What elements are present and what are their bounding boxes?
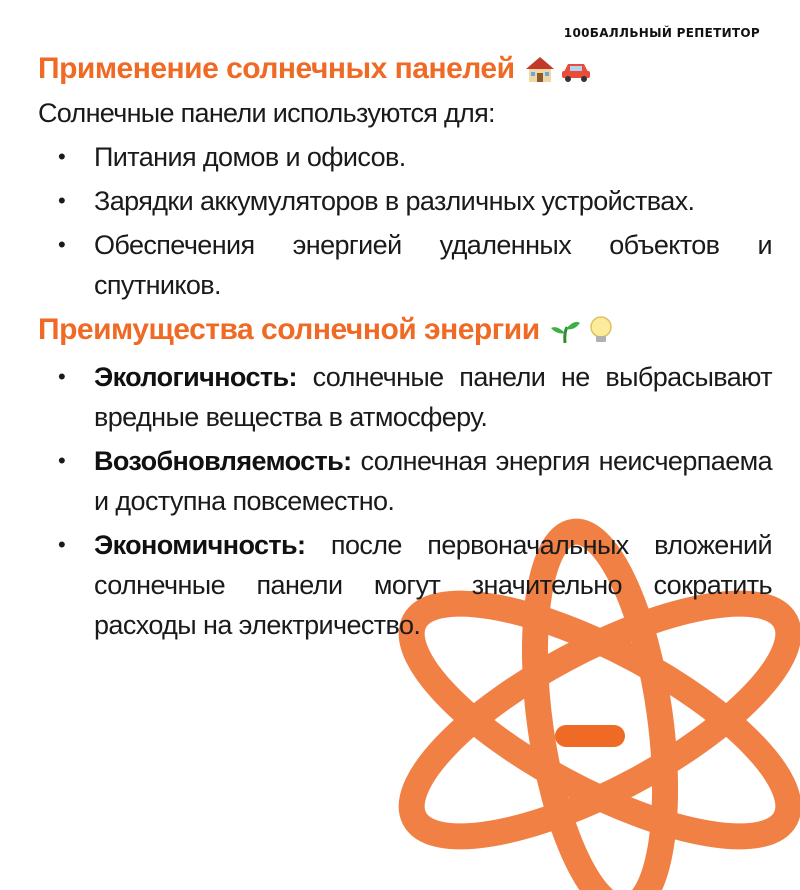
lightbulb-icon bbox=[584, 315, 618, 345]
title-emoji-group bbox=[548, 315, 618, 345]
list-item bbox=[38, 181, 772, 221]
house-icon bbox=[523, 54, 557, 84]
bullet-icon: • bbox=[58, 144, 66, 169]
title-emoji-group bbox=[523, 54, 593, 84]
list-item bbox=[38, 357, 772, 437]
section-title-applications bbox=[38, 52, 772, 86]
list-item bbox=[38, 525, 772, 645]
advantages-list bbox=[38, 357, 772, 645]
sprout-icon bbox=[548, 315, 582, 345]
advantage-term: Экономичность: bbox=[94, 530, 306, 560]
section-title-text: Применение солнечных панелей bbox=[38, 52, 515, 85]
section-title-text: Преимущества солнечной энергии bbox=[38, 313, 540, 346]
car-icon bbox=[559, 54, 593, 84]
advantage-text: солнечные панели не выбрасывают вредные вещества в атмосферу. bbox=[94, 362, 772, 432]
bullet-icon: • bbox=[58, 448, 66, 473]
section-title-advantages bbox=[38, 313, 772, 347]
advantage-term: Возобновляемость: bbox=[94, 446, 352, 476]
list-item-text: Обеспечения энергией удаленных объектов и спутников. bbox=[94, 230, 772, 300]
list-item bbox=[38, 137, 772, 177]
advantage-text: солнечная энергия неисчерпаема и доступна повсеместно. bbox=[94, 446, 772, 516]
list-item-text: Зарядки аккумуляторов в различных устройствах. bbox=[94, 186, 695, 216]
list-item-text: Питания домов и офисов. bbox=[94, 142, 406, 172]
list-item bbox=[38, 225, 772, 305]
advantage-text: после первоначальных вложений солнечные панели могут значительно сократить расходы на электричество. bbox=[94, 530, 772, 640]
bullet-icon: • bbox=[58, 232, 66, 257]
brand-logo: 100БАЛЛЬНЫЙ РЕПЕТИТОР bbox=[563, 26, 760, 40]
bullet-icon: • bbox=[58, 364, 66, 389]
intro-text: Солнечные панели используются для: bbox=[38, 98, 495, 128]
advantage-term: Экологичность: bbox=[94, 362, 297, 392]
list-item bbox=[38, 441, 772, 521]
bullet-icon: • bbox=[58, 532, 66, 557]
main-content bbox=[38, 52, 772, 649]
bullet-icon: • bbox=[58, 188, 66, 213]
applications-list bbox=[38, 137, 772, 305]
